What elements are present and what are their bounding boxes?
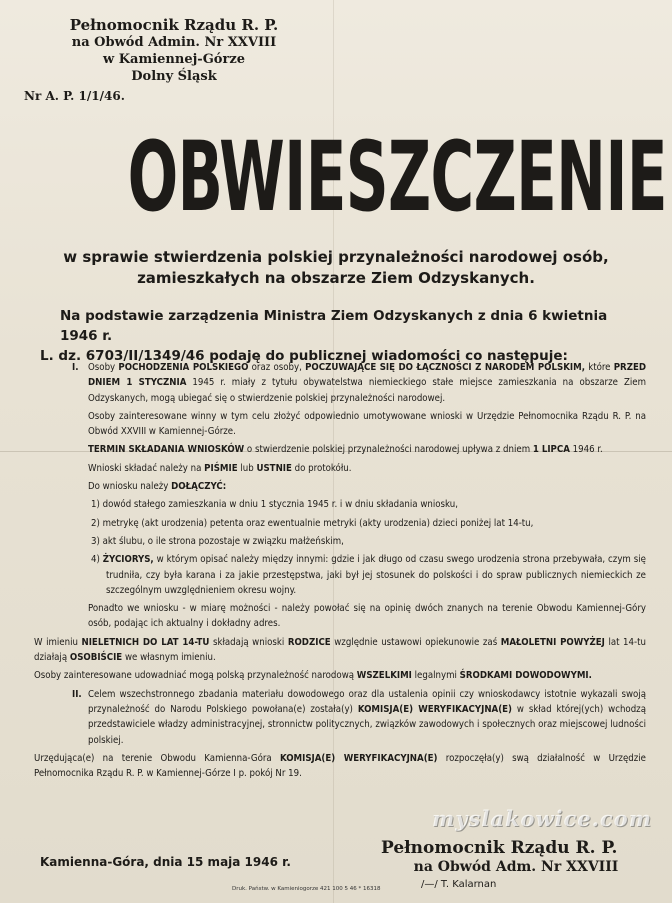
emphasis: OSOBIŚCIE <box>69 652 123 664</box>
text: oraz osoby, <box>248 362 306 373</box>
signature-line-1: Pełnomocnik Rządu R. P. <box>381 838 618 858</box>
text: we własnym imieniu. <box>122 652 216 664</box>
intro-line-2: L. dz. 6703/II/1349/46 podaję do publicznej wiadomości co następuje: <box>40 348 568 364</box>
submission-paragraph <box>34 461 646 476</box>
emphasis: NIELETNICH DO LAT 14-TU <box>81 636 210 648</box>
section-2-number: II. <box>72 688 82 700</box>
document-title: OBWIESZCZENIE <box>127 121 667 233</box>
text: Urzędująca(e) na terenie Obwodu Kamienna-Góra <box>34 752 280 764</box>
text: o stwierdzenie polskiej przynależności narodowej upływa z dniem <box>244 444 533 456</box>
section-1-paragraph-1 <box>34 360 646 406</box>
emphasis: PIŚMIE <box>204 462 238 474</box>
signature-block <box>381 838 651 894</box>
emphasis: USTNIE <box>256 462 292 474</box>
section-1-paragraph-2: Osoby zainteresowane winny w tym celu złożyć odpowiednio umotywowane wnioski w Urzędzie Pełnomocnika Rządu R. P. na Obwód XXVIII w Kamiennej-Górze. <box>88 410 646 438</box>
emphasis: RODZICE <box>287 636 331 648</box>
issue-date: Kamienna-Góra, dnia 15 maja 1946 r. <box>40 855 291 869</box>
attachment-item-4 <box>34 552 646 598</box>
text: składają wnioski <box>209 636 288 648</box>
issuer-line-3: w Kamiennej-Górze <box>103 52 245 67</box>
evidence-paragraph <box>34 668 646 683</box>
emphasis: KOMISJA(E) WERYFIKACYJNA(E) <box>357 703 513 715</box>
issuer-line-1: Pełnomocnik Rządu R. P. <box>69 16 279 34</box>
printer-imprint: Druk. Państw. w Kamieniogorze 421 100 5 46 * 16318 <box>232 886 381 892</box>
text: rozpoczęła(y) swą działalność w Urzędzie Pełnomocnika Rządu R. P. w Kamiennej-Górze I p. pokój Nr 19. <box>34 752 646 780</box>
signature-line-2: na Obwód Adm. Nr XXVIII <box>413 859 619 875</box>
text: legalnymi <box>411 670 460 682</box>
announcement-body <box>34 360 646 784</box>
section-1-number: I. <box>72 362 79 373</box>
issuer-header <box>24 16 324 103</box>
intro-line-1: Na podstawie zarządzenia Ministra Ziem Odzyskanych z dnia 6 kwietnia 1946 r. <box>60 308 608 344</box>
attachment-item-1: 1) dowód stałego zamieszkania w dniu 1 stycznia 1945 r. i w dniu składania wniosku, <box>91 499 458 511</box>
text: Osoby <box>88 362 119 373</box>
subtitle <box>30 247 642 289</box>
text: w którym opisać należy między innymi: gdzie i jak długo od czasu swego urodzenia strona przebywała, czym się trudniła, czy była karana i za jakie przestępstwa, jaki był jej stosunek do polskości i do spraw publicznych niemieckich ze szczególnym uwzględnieniem okresu wojny. <box>106 554 646 596</box>
emphasis: TERMIN SKŁADANIA WNIOSKÓW <box>88 444 245 456</box>
text: względnie ustawowi opiekunowie zaś <box>330 636 501 648</box>
emphasis: 1 LIPCA <box>532 444 570 456</box>
text: do protokółu. <box>291 462 352 474</box>
section-2-paragraph <box>34 687 646 748</box>
commission-location-paragraph <box>34 751 646 782</box>
emphasis: ŚRODKAMI DOWODOWYMI. <box>459 670 592 682</box>
subtitle-line-1: w sprawie stwierdzenia polskiej przynależności narodowej osób, <box>63 248 609 266</box>
emphasis: WSZELKIMI <box>356 670 412 682</box>
text: 1946 r. <box>569 444 603 456</box>
text: W imieniu <box>34 636 82 648</box>
emphasis: DOŁĄCZYĆ: <box>171 481 227 493</box>
emphasis: KOMISJA(E) WERYFIKACYJNA(E) <box>279 752 438 764</box>
signature-name: /—/ T. Kalarnan <box>421 879 497 890</box>
minors-paragraph <box>34 635 646 666</box>
attachments-heading <box>34 479 646 494</box>
text: lub <box>237 462 257 474</box>
issuer-line-4: Dolny Śląsk <box>131 69 217 84</box>
text: w skład której(ych) wchodzą przedstawiciele władzy administracyjnej, stronnictw politycznych, związków zawodowych i społecznych oraz miejscowej ludności polskiej. <box>88 703 646 746</box>
text: 4) <box>91 554 103 566</box>
emphasis: MAŁOLETNI POWYŻEJ <box>500 636 605 648</box>
text: lat 14-tu działają <box>34 636 647 664</box>
emphasis: PRZED DNIEM 1 STYCZNIA <box>88 362 647 389</box>
text: które <box>584 362 614 373</box>
intro <box>40 306 642 366</box>
issuer-line-2: na Obwód Admin. Nr XXVIII <box>71 35 277 50</box>
emphasis: ŻYCIORYS, <box>102 554 154 566</box>
subtitle-line-2: zamieszkałych na obszarze Ziem Odzyskanych. <box>137 269 535 287</box>
text: Wnioski składać należy na <box>88 462 205 474</box>
text: Celem wszechstronnego zbadania materiału dowodowego oraz dla ustalenia opinii czy wnioskodawcy istotnie wykazali swoją przynależność do Narodu Polskiego powołana(e) została(y) <box>88 688 646 715</box>
watermark: myslakowice.com <box>432 806 652 831</box>
witnesses-paragraph: Ponadto we wniosku - w miarę możności - należy powołać się na opinię dwóch znanych na terenie Obwodu Kamiennej-Góry osób, podając ich aktualny i dokładny adres. <box>88 603 646 630</box>
emphasis: POCHODZENIA POLSKIEGO <box>118 362 249 373</box>
deadline-paragraph <box>34 442 646 457</box>
text: Do wniosku należy <box>88 481 172 493</box>
reference-number: Nr A. P. 1/1/46. <box>24 89 125 103</box>
emphasis: POCZUWAJĄCE SIĘ DO ŁĄCZNOŚCI Z NARODEM POLSKIM, <box>305 362 585 373</box>
text: Osoby zainteresowane udowadniać mogą polską przynależność narodową <box>34 670 357 682</box>
attachment-item-3: 3) akt ślubu, o ile strona pozostaje w związku małżeńskim, <box>91 535 344 547</box>
attachment-item-2: 2) metrykę (akt urodzenia) petenta oraz ewentualnie metryki (akty urodzenia) dzieci poniżej lat 14-tu, <box>91 517 534 529</box>
text: 1945 r. miały z tytułu obywatelstwa niemieckiego stałe miejsce zamieszkania na obszarze Ziem Odzyskanych, mogą ubiegać się o stwierdzenie polskiej przynależności narodowej. <box>88 377 646 404</box>
